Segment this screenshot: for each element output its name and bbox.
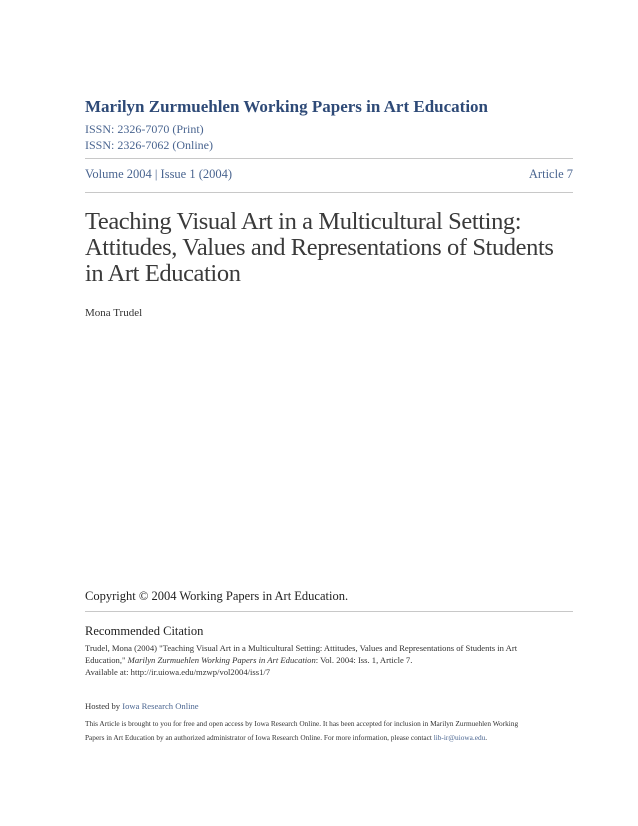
notice-text: . xyxy=(485,733,488,742)
paper-title-line: Attitudes, Values and Representations of Students xyxy=(85,234,554,261)
host-link[interactable]: Iowa Research Online xyxy=(122,701,199,711)
issn-print: ISSN: 2326-7070 (Print) xyxy=(85,122,204,136)
paper-title-line: Teaching Visual Art in a Multicultural Setting: xyxy=(85,208,522,235)
notice-line xyxy=(85,731,573,745)
citation-url[interactable]: Available at: http://ir.uiowa.edu/mzwp/vol2004/iss1/7 xyxy=(85,667,271,677)
divider xyxy=(85,192,573,193)
access-notice xyxy=(85,717,573,745)
notice-text: Papers in Art Education by an authorized administrator of Iowa Research Online. For more information, please contact xyxy=(85,733,434,742)
citation-text-span: : Vol. 2004: Iss. 1, Article 7. xyxy=(315,655,413,665)
author-name[interactable]: Mona Trudel xyxy=(85,307,143,319)
copyright-notice: Copyright © 2004 Working Papers in Art Education. xyxy=(85,589,349,603)
paper-title xyxy=(85,209,573,287)
citation-line xyxy=(85,654,573,666)
divider xyxy=(85,611,573,612)
journal-title[interactable]: Marilyn Zurmuehlen Working Papers in Art Education xyxy=(85,97,489,116)
citation-line: Trudel, Mona (2004) "Teaching Visual Art in a Multicultural Setting: Attitudes, Values and Representations of Students in Art xyxy=(85,643,518,653)
hosted-by xyxy=(85,701,199,711)
citation-journal: Marilyn Zurmuehlen Working Papers in Art Education xyxy=(127,655,316,665)
article-number: Article 7 xyxy=(528,167,573,181)
issn-online: ISSN: 2326-7062 (Online) xyxy=(85,138,213,152)
divider xyxy=(85,158,573,159)
citation-text xyxy=(85,642,573,678)
hosted-by-label: Hosted by xyxy=(85,701,123,711)
contact-email-link[interactable]: lib-ir@uiowa.edu xyxy=(433,733,486,742)
notice-line: This Article is brought to you for free and open access by Iowa Research Online. It has been accepted for inclusion in Marilyn Zurmuehlen Working xyxy=(85,719,519,728)
volume-issue-link[interactable]: Volume 2004 | Issue 1 (2004) xyxy=(85,167,233,181)
citation-text-span: Education," xyxy=(85,655,128,665)
paper-title-line: in Art Education xyxy=(85,260,241,287)
recommended-citation-heading: Recommended Citation xyxy=(85,624,204,638)
